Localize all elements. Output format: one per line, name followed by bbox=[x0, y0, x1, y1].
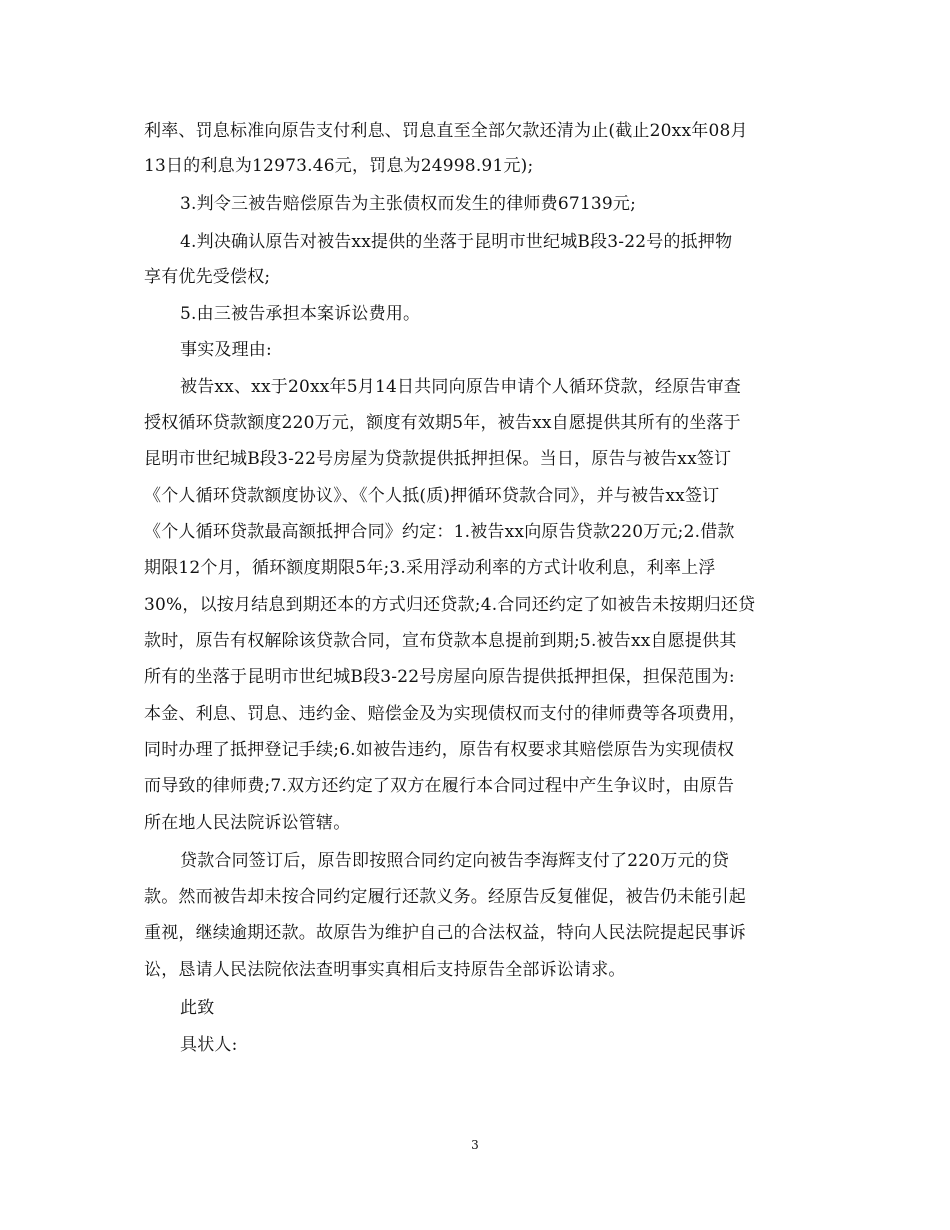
text-line: 贷款合同签订后，原告即按照合同约定向被告李海辉支付了220万元的贷 bbox=[180, 851, 730, 871]
text-line: 5.由三被告承担本案诉讼费用。 bbox=[180, 304, 421, 324]
text-line: 期限12个月，循环额度期限5年;3.采用浮动利率的方式计收利息，利率上浮 bbox=[144, 558, 716, 578]
text-line: 13日的利息为12973.46元，罚息为24998.91元); bbox=[144, 156, 534, 176]
text-line: 本金、利息、罚息、违约金、赔偿金及为实现债权而支付的律师费等各项费用， bbox=[144, 704, 746, 724]
text-line: 款。然而被告却未按合同约定履行还款义务。经原告反复催促，被告仍未能引起 bbox=[144, 887, 746, 907]
text-line: 重视，继续逾期还款。故原告为维护自己的合法权益，特向人民法院提起民事诉 bbox=[144, 923, 746, 943]
text-line: 享有优先受偿权; bbox=[144, 267, 271, 287]
text-line: 而导致的律师费;7.双方还约定了双方在履行本合同过程中产生争议时，由原告 bbox=[144, 776, 735, 796]
text-line: 3.判令三被告赔偿原告为主张债权而发生的律师费67139元; bbox=[180, 194, 637, 214]
text-line: 授权循环贷款额度220万元，额度有效期5年，被告xx自愿提供其所有的坐落于 bbox=[144, 413, 741, 433]
text-line: 被告xx、xx于20xx年5月14日共同向原告申请个人循环贷款，经原告审查 bbox=[180, 377, 742, 397]
text-line: 利率、罚息标准向原告支付利息、罚息直至全部欠款还清为止(截止20xx年08月 bbox=[144, 121, 748, 141]
signature-label: 具状人: bbox=[180, 1035, 238, 1055]
text-line: 款时，原告有权解除该贷款合同，宣布贷款本息提前到期;5.被告xx自愿提供其 bbox=[144, 631, 737, 651]
text-line: 30%，以按月结息到期还本的方式归还贷款;4.合同还约定了如被告未按期归还贷 bbox=[144, 595, 756, 615]
text-line: 所有的坐落于昆明市世纪城B段3-22号房屋向原告提供抵押担保，担保范围为: bbox=[144, 667, 735, 687]
closing-salutation: 此致 bbox=[180, 998, 215, 1018]
text-line: 昆明市世纪城B段3-22号房屋为贷款提供抵押担保。当日，原告与被告xx签订 bbox=[144, 449, 732, 469]
section-heading: 事实及理由: bbox=[180, 340, 272, 360]
text-line: 《个人循环贷款最高额抵押合同》约定：1.被告xx向原告贷款220万元;2.借款 bbox=[144, 522, 735, 542]
text-line: 《个人循环贷款额度协议》、《个人抵(质)押循环贷款合同》，并与被告xx签订 bbox=[144, 486, 720, 506]
text-line: 讼，恳请人民法院依法查明事实真相后支持原告全部诉讼请求。 bbox=[144, 960, 626, 980]
text-line: 4.判决确认原告对被告xx提供的坐落于昆明市世纪城B段3-22号的抵押物 bbox=[180, 232, 733, 252]
page-number: 3 bbox=[471, 1138, 479, 1152]
text-line: 同时办理了抵押登记手续;6.如被告违约，原告有权要求其赔偿原告为实现债权 bbox=[144, 740, 735, 760]
text-line: 所在地人民法院诉讼管辖。 bbox=[144, 813, 351, 833]
